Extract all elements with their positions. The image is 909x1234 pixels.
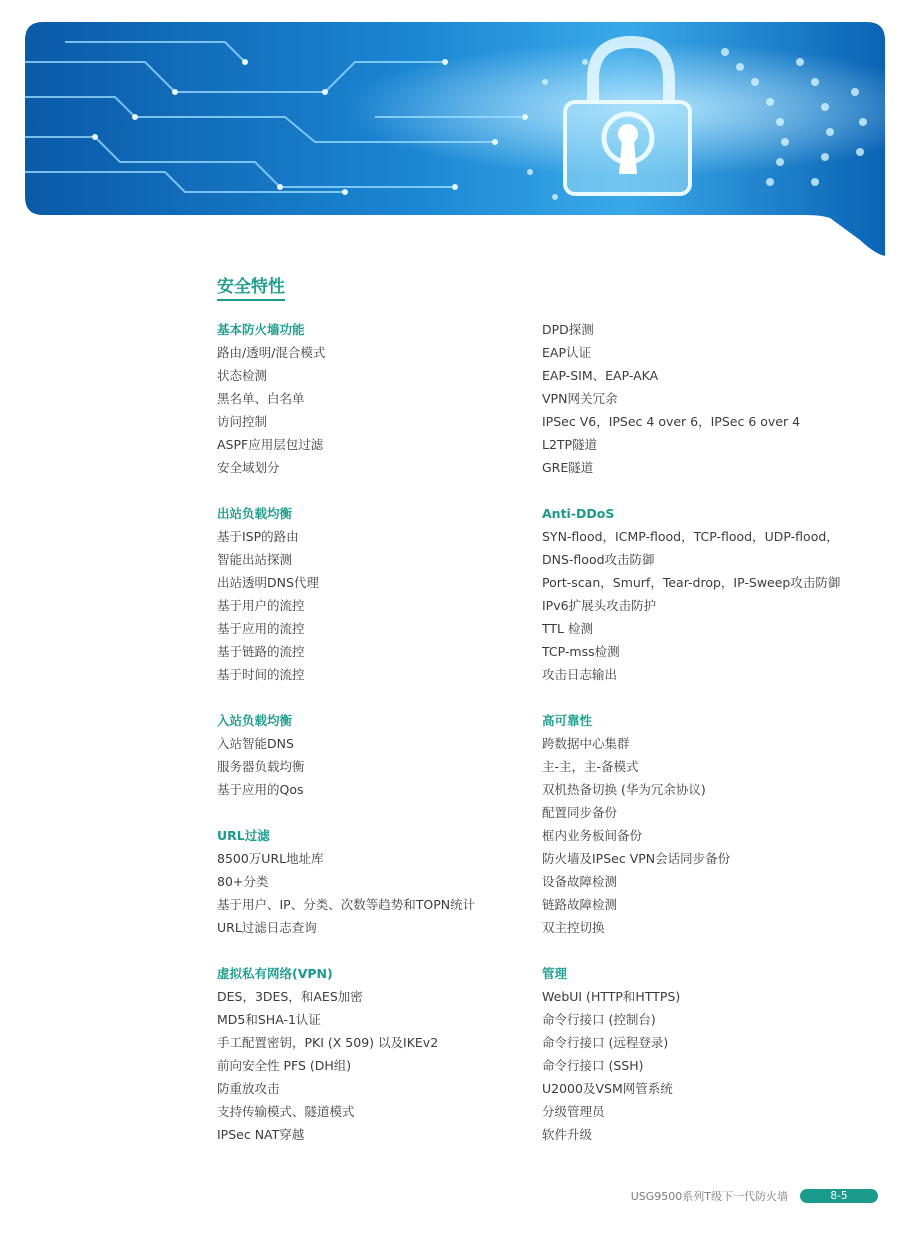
feature-group [542, 502, 862, 686]
feature-item: 基于ISP的路由 [217, 529, 299, 544]
feature-item: Port-scan，Smurf，Tear-drop，IP-Sweep攻击防御 [542, 575, 841, 590]
feature-item: 防火墙及IPSec VPN会话同步备份 [542, 851, 731, 866]
feature-group [542, 318, 862, 479]
feature-group [217, 824, 557, 939]
feature-item: 配置同步备份 [542, 805, 618, 820]
feature-item: EAP-SIM、EAP-AKA [542, 368, 659, 383]
feature-item: U2000及VSM网管系统 [542, 1081, 673, 1096]
feature-item: 防重放攻击 [217, 1081, 280, 1096]
feature-item: VPN网关冗余 [542, 391, 618, 406]
feature-item: TTL 检测 [542, 621, 593, 636]
feature-item: 出站透明DNS代理 [217, 575, 319, 590]
feature-item: EAP认证 [542, 345, 591, 360]
feature-group-title: 入站负载均衡 [217, 713, 293, 728]
feature-group-title: 基本防火墙功能 [217, 322, 305, 337]
feature-item: 跨数据中心集群 [542, 736, 630, 751]
header-banner-image [25, 22, 885, 256]
feature-item: 支持传输模式、隧道模式 [217, 1104, 355, 1119]
feature-group-title: Anti-DDoS [542, 506, 615, 521]
feature-item: 基于时间的流控 [217, 667, 305, 682]
feature-item: ASPF应用层包过滤 [217, 437, 324, 452]
feature-item: 设备故障检测 [542, 874, 618, 889]
feature-item: URL过滤日志查询 [217, 920, 317, 935]
feature-item: 链路故障检测 [542, 897, 618, 912]
page-footer [560, 1187, 878, 1205]
feature-item: TCP-mss检测 [542, 644, 620, 659]
feature-item: L2TP隧道 [542, 437, 598, 452]
feature-item: 主-主，主-备模式 [542, 759, 639, 774]
feature-group [542, 962, 862, 1146]
feature-item: 手工配置密钥，PKI (X 509) 以及IKEv2 [217, 1035, 439, 1050]
feature-item: 入站智能DNS [217, 736, 294, 751]
feature-item: IPv6扩展头攻击防护 [542, 598, 657, 613]
feature-group [217, 318, 557, 479]
feature-group-title: 虚拟私有网络(VPN) [217, 966, 333, 981]
left-feature-column [217, 318, 557, 1169]
feature-item: 基于链路的流控 [217, 644, 305, 659]
feature-item: 框内业务板间备份 [542, 828, 643, 843]
feature-group [217, 962, 557, 1146]
feature-item: 路由/透明/混合模式 [217, 345, 326, 360]
security-lock-illustration [25, 22, 885, 256]
feature-group [542, 709, 862, 939]
feature-item: 80+分类 [217, 874, 269, 889]
feature-item: 访问控制 [217, 414, 268, 429]
feature-item: 前向安全性 PFS (DH组) [217, 1058, 352, 1073]
feature-item: GRE隧道 [542, 460, 594, 475]
feature-item: WebUI (HTTP和HTTPS) [542, 989, 681, 1004]
page-number-badge: 8-5 [800, 1189, 878, 1203]
feature-group-title: URL过滤 [217, 828, 270, 843]
footer-product-name: USG9500系列T级下一代防火墙 [630, 1190, 788, 1203]
feature-group-title: 高可靠性 [542, 713, 593, 728]
feature-item: 黑名单、白名单 [217, 391, 305, 406]
right-feature-column [542, 318, 862, 1169]
feature-item: 基于应用的流控 [217, 621, 305, 636]
feature-item: MD5和SHA-1认证 [217, 1012, 321, 1027]
feature-item: 攻击日志输出 [542, 667, 618, 682]
feature-group [217, 502, 557, 686]
section-title: 安全特性 [217, 276, 285, 301]
feature-item: 双主控切换 [542, 920, 605, 935]
feature-group-title: 出站负载均衡 [217, 506, 293, 521]
feature-item: DNS-flood攻击防御 [542, 552, 655, 567]
feature-item: 命令行接口 (SSH) [542, 1058, 644, 1073]
feature-item: 命令行接口 (远程登录) [542, 1035, 669, 1050]
feature-item: 服务器负载均衡 [217, 759, 305, 774]
feature-item: IPSec V6，IPSec 4 over 6，IPSec 6 over 4 [542, 414, 801, 429]
feature-item: 智能出站探测 [217, 552, 293, 567]
feature-item: 基于应用的Qos [217, 782, 304, 797]
feature-group-title: 管理 [542, 966, 568, 981]
feature-item: 双机热备切换 (华为冗余协议) [542, 782, 706, 797]
feature-group [217, 709, 557, 801]
feature-item: 状态检测 [217, 368, 268, 383]
feature-item: 基于用户的流控 [217, 598, 305, 613]
feature-item: DPD探测 [542, 322, 594, 337]
feature-item: 安全域划分 [217, 460, 280, 475]
feature-item: DES，3DES，和AES加密 [217, 989, 363, 1004]
feature-item: 软件升级 [542, 1127, 593, 1142]
feature-item: SYN-flood，ICMP-flood，TCP-flood，UDP-flood， [542, 529, 839, 544]
feature-item: 8500万URL地址库 [217, 851, 324, 866]
feature-item: 命令行接口 (控制台) [542, 1012, 656, 1027]
feature-item: 分级管理员 [542, 1104, 605, 1119]
feature-item: 基于用户、IP、分类、次数等趋势和TOPN统计 [217, 897, 476, 912]
feature-item: IPSec NAT穿越 [217, 1127, 305, 1142]
